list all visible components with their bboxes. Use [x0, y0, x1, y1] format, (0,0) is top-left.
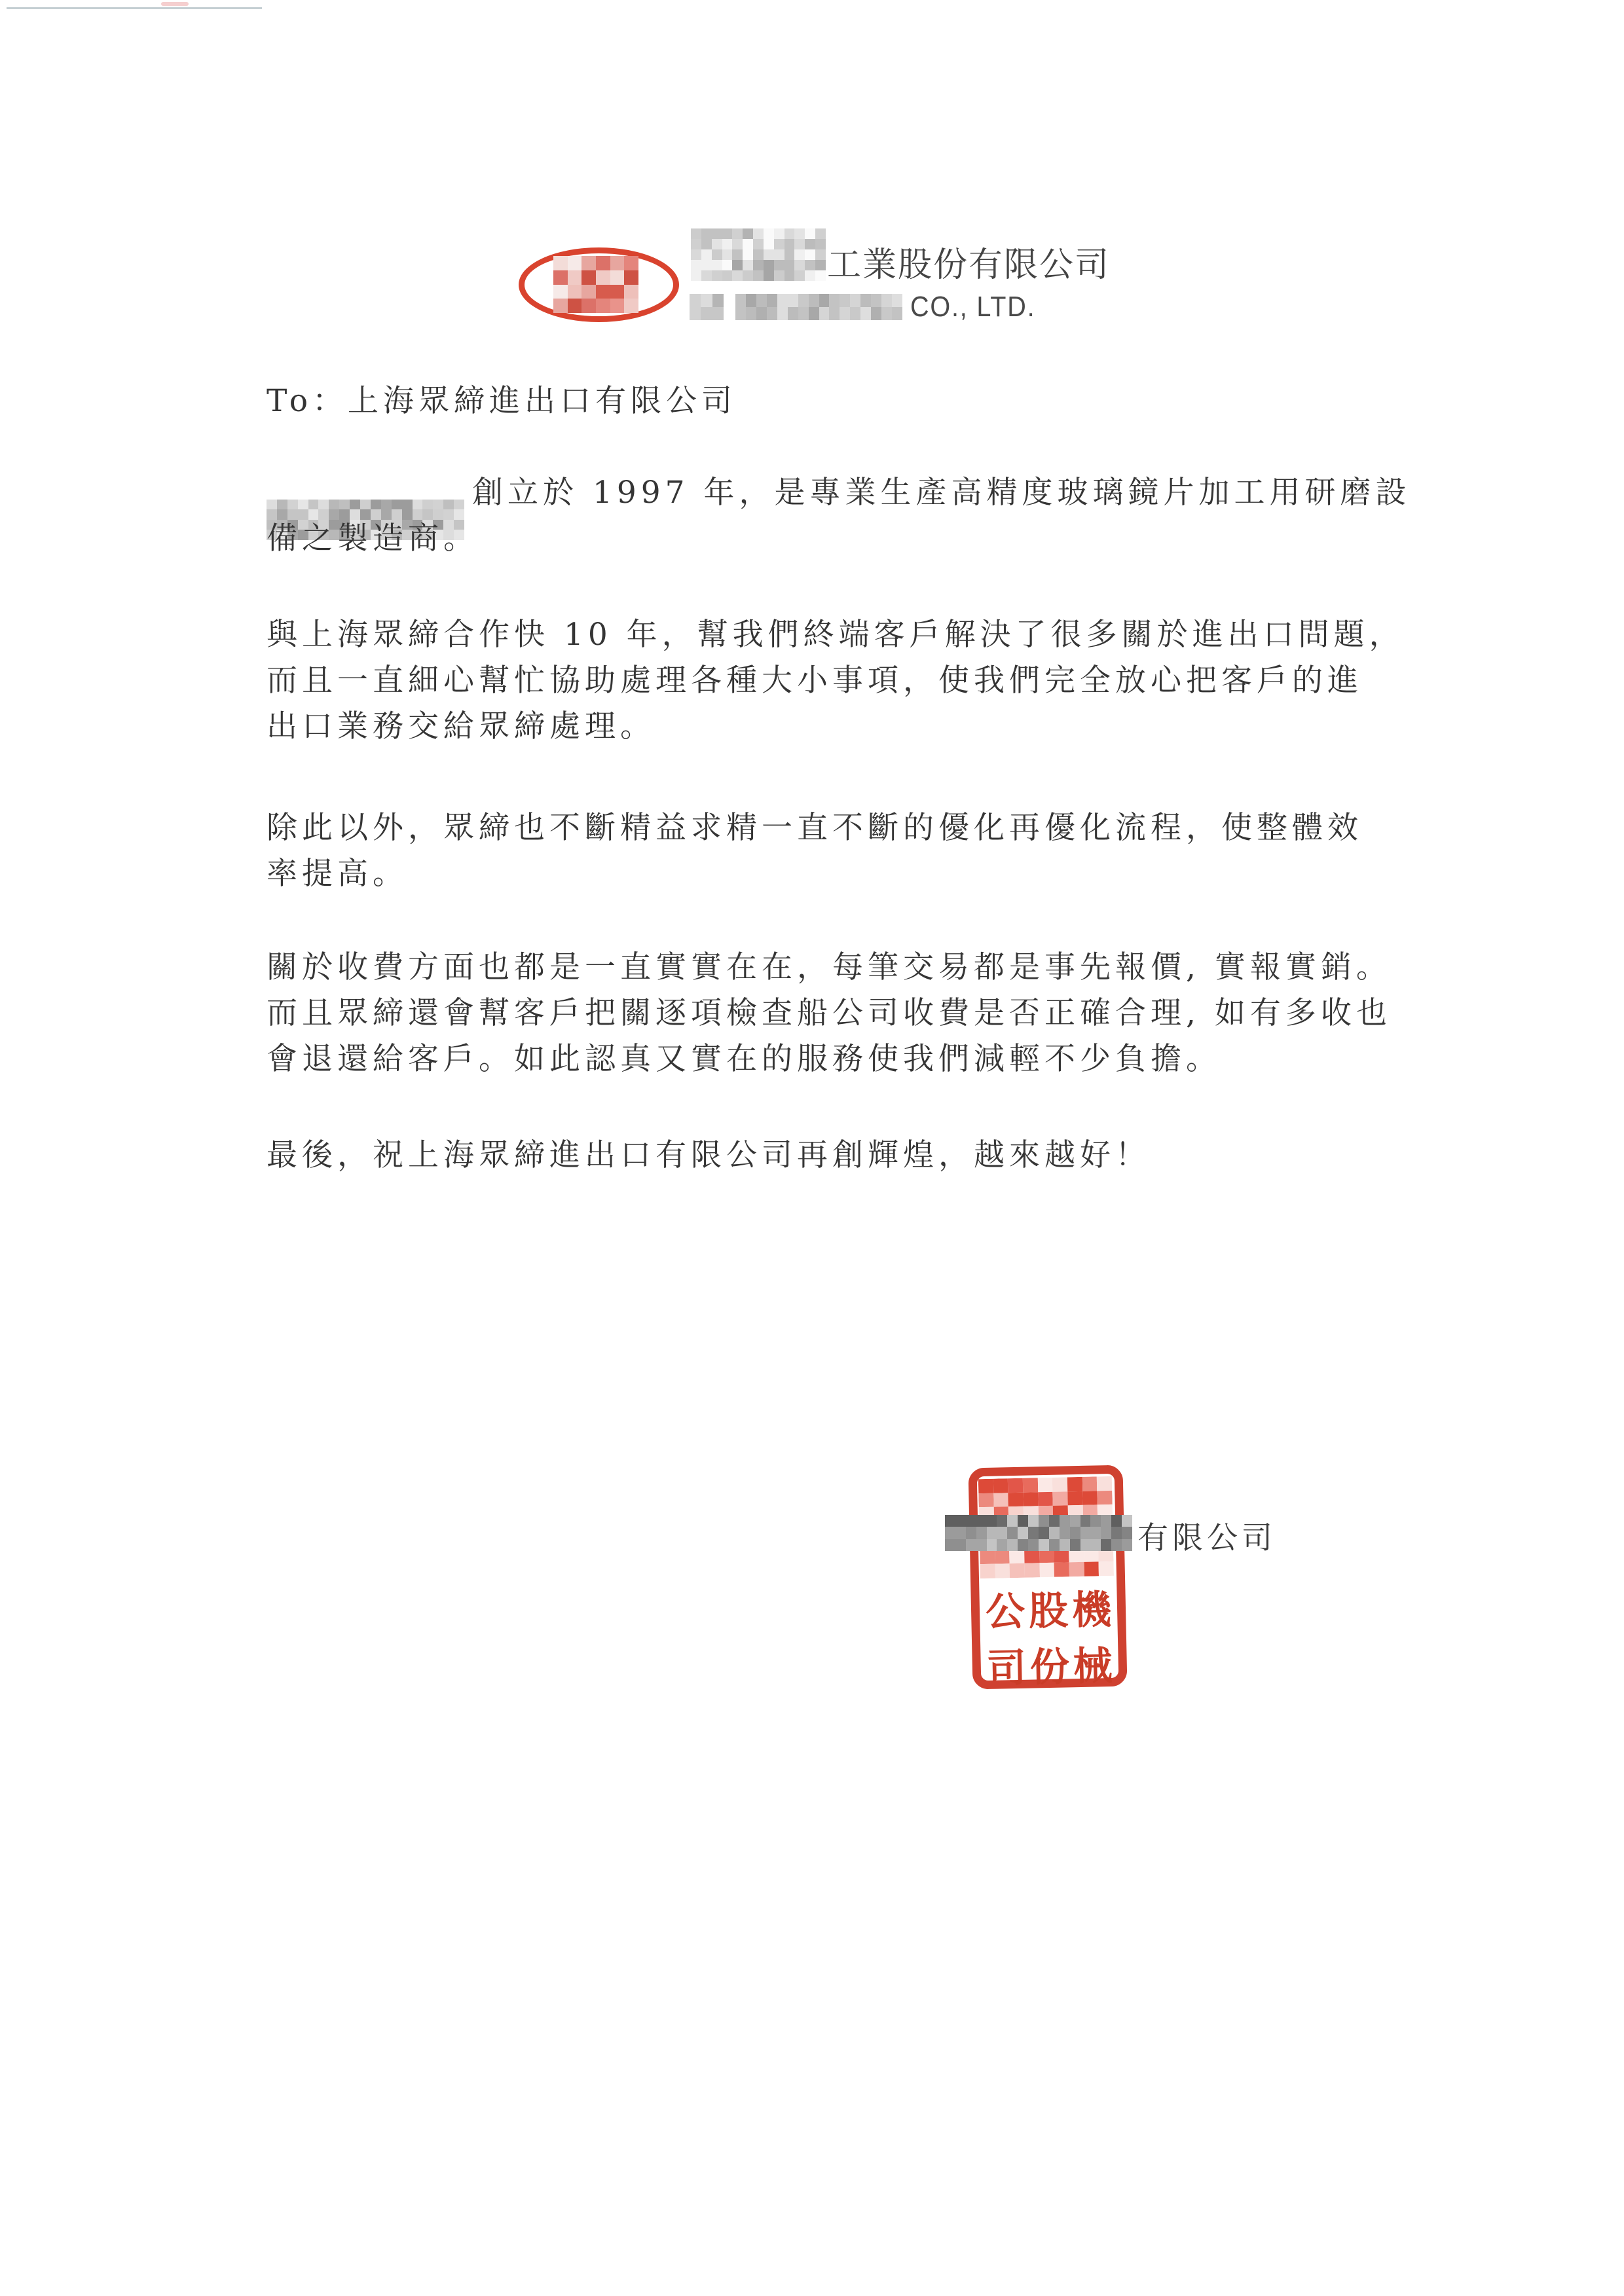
paragraph-line: 關於收費方面也都是一直實實在在，每筆交易都是事先報價, 實報實銷。: [267, 949, 1392, 985]
paragraph-line: [267, 470, 1411, 516]
paragraph-line: 最後，祝上海眾締進出口有限公司再創輝煌，越來越好！: [267, 1137, 1151, 1173]
paragraph-line: 而且眾締還會幫客戶把關逐項檢查船公司收費是否正確合理, 如有多收也: [267, 995, 1392, 1031]
paragraph-4: [267, 945, 1392, 1082]
paragraph-2: [267, 612, 1405, 750]
stamp-char: 股: [1028, 1588, 1069, 1635]
company-name-cjk-suffix: 工業股份有限公司: [827, 246, 1111, 285]
company-name-en-suffix: CO., LTD.: [910, 291, 1036, 323]
stamp-char: 機: [1071, 1586, 1112, 1634]
paragraph-line: 出口業務交給眾締處理。: [267, 708, 655, 744]
paragraph-line-text: 創立於 1997 年，是專業生產高精度玻璃鏡片加工用研磨設: [472, 475, 1411, 511]
paragraph-line: 備之製造商。: [267, 520, 479, 556]
paragraph-line: 率提高。: [267, 856, 408, 892]
paragraph-line: 而且一直細心幫忙協助處理各種大小事項，使我們完全放心把客戶的進: [267, 663, 1363, 699]
paragraph-line: 會退還給客戶。如此認真又實在的服務使我們減輕不少負擔。: [267, 1041, 1221, 1077]
scanner-artifact-smudge: [161, 2, 189, 6]
signature-company-suffix: 有限公司: [1137, 1520, 1276, 1556]
to-line-text: To：上海眾締進出口有限公司: [267, 383, 737, 419]
stamp-char: 公: [985, 1588, 1025, 1635]
paragraph-3: [267, 805, 1363, 897]
redacted-company-name-en-1: [690, 294, 724, 320]
stamp-characters: [983, 1578, 1115, 1692]
redacted-signature-company-name: [945, 1515, 1132, 1551]
stamp-char: 司: [986, 1645, 1027, 1692]
paragraph-5: [267, 1133, 1151, 1178]
company-seal-stamp: [968, 1465, 1127, 1690]
redacted-logo-mark: [553, 256, 638, 313]
paragraph-line: 與上海眾締合作快 10 年，幫我們終端客戶解決了很多關於進出口問題，: [267, 617, 1405, 653]
stamp-char: 份: [1029, 1644, 1070, 1691]
scanner-artifact-line: [7, 7, 262, 9]
to-line: [267, 378, 737, 424]
redacted-company-name-cjk: [691, 228, 826, 281]
redacted-company-name-en-2: [735, 294, 902, 320]
stamp-char: 械: [1073, 1643, 1113, 1690]
paragraph-line: 除此以外，眾締也不斷精益求精一直不斷的優化再優化流程，使整體效: [267, 810, 1363, 846]
paragraph-1: [267, 470, 1411, 562]
